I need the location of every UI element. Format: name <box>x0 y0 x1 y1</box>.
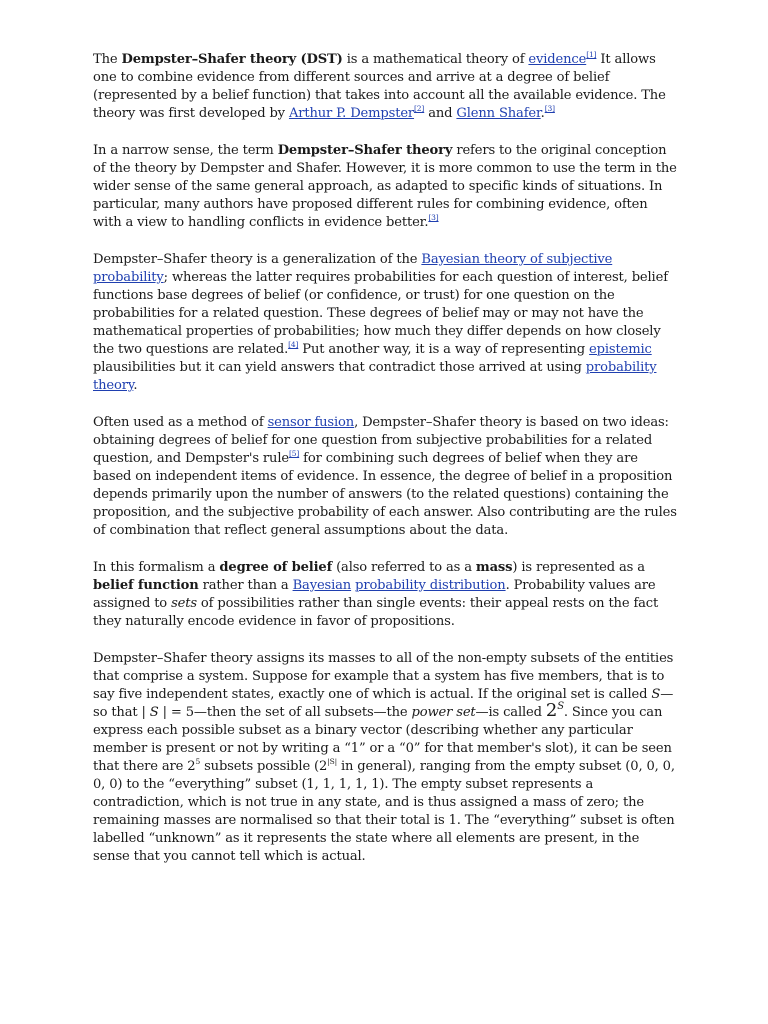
link-arthur-dempster[interactable]: Arthur P. Dempster <box>288 106 415 121</box>
term-power-set: power set <box>411 705 476 720</box>
term-sets: sets <box>171 596 197 611</box>
paragraph-masses: Dempster–Shafer theory assigns its masses to all of the non-empty subsets of the entities that comprise a system. Suppose for example that a system has five members, that is to say five independent states, exactly one of which is actual. If the original set is called S—so that | S | = 5—then the set of all subsets—the power set—is called $2^S$. Since you can express each possible subset as a binary vector (describing whether any particular member is present or not by writing a “1” or a “0” for that member's slot), it can be seen that there are $2^5$ subsets possible ($2^{|S|}$ in general), ranging from the empty subset (0, 0, 0, 0, 0) to the “everything” subset (1, 1, 1, 1, 1). The empty subset represents a contradiction, which is not true in any state, and is thus assigned a mass of zero; the remaining masses are normalised so that their total is 1. The “everything” subset is often labelled “unknown” as it represents the state where all elements are present, in the sense that you cannot tell which is actual. <box>93 651 675 864</box>
link-glenn-shafer[interactable]: Glenn Shafer <box>456 106 541 121</box>
paragraph-sensor-fusion: Often used as a method of sensor fusion, Dempster–Shafer theory is based on two ideas: obtaining degrees of belief for one question from subjective probabilities for a related question, and Dempster's rule[5] for combining such degrees of belief when they are based on independent items of evidence. In essence, the degree of belief in a proposition depends primarily upon the number of answers (to the related questions) containing the proposition, and the subjective probability of each answer. Also contributing are the rules of combination that reflect general assumptions about the data. <box>93 415 677 538</box>
link-sensor-fusion[interactable]: sensor fusion <box>267 415 355 430</box>
symbol-s-cardinality: S <box>145 705 163 720</box>
citation-1[interactable]: [1] <box>586 50 597 59</box>
term-belief-function: belief function <box>93 578 199 593</box>
paragraph-generalization: Dempster–Shafer theory is a generalization of the Bayesian theory of subjective probability; whereas the latter requires probabilities for each question of interest, belief functions base degrees of belief (or confidence, or trust) for one question on the probabilities for a related question. These degrees of belief may or may not have the mathematical properties of probabilities; how much they differ depends on how closely the two questions are related.[4] Put another way, it is a way of representing epistemic plausibilities but it can yield answers that contradict those arrived at using probability theory. <box>93 252 668 393</box>
citation-5[interactable]: [5] <box>288 449 300 458</box>
citation-3b[interactable]: [3] <box>428 213 439 222</box>
link-bayesian-theory[interactable]: Bayesian theory of subjective probability <box>93 252 613 285</box>
link-epistemic[interactable]: epistemic <box>589 342 652 357</box>
exponent-5: 5 <box>195 757 201 766</box>
symbol-s: S <box>651 687 661 702</box>
term-mass: mass <box>475 560 513 575</box>
citation-2[interactable]: [2] <box>414 104 425 113</box>
link-probability-theory[interactable]: probability theory <box>93 360 657 393</box>
paragraph-narrow-sense: In a narrow sense, the term Dempster–Shafer theory refers to the original conception of the theory by Dempster and Shafer. However, it is more common to use the term in the wider sense of the same general approach, as adapted to specific kinds of situations. In particular, many authors have proposed different rules for combining evidence, often with a view to handling conflicts in evidence better.[3] <box>93 143 677 230</box>
link-evidence[interactable]: evidence <box>528 52 587 67</box>
exponent-abs-s: |S| <box>327 757 337 766</box>
citation-3[interactable]: [3] <box>544 104 555 113</box>
citation-4[interactable]: [4] <box>288 340 299 349</box>
formula-2-power-s: $2^S$ <box>545 700 564 721</box>
paragraph-intro: The Dempster–Shafer theory (DST) is a mathematical theory of evidence[1] It allows one to combine evidence from different sources and arrive at a degree of belief (represented by a belief function) that takes into account all the available evidence. The theory was first developed by Arthur P. Dempster[2] and Glenn Shafer.[3] <box>93 50 666 121</box>
term-degree-of-belief: degree of belief <box>219 560 333 575</box>
term-dst: Dempster–Shafer theory (DST) <box>121 52 343 67</box>
paragraph-formalism: In this formalism a degree of belief (also referred to as a mass) is represented as a belief function rather than a Bayesian probability distribution. Probability values are assigned to sets of possibilities rather than single events: their appeal rests on the fact they naturally encode evidence in favor of propositions. <box>93 560 659 629</box>
term-dst-narrow: Dempster–Shafer theory <box>277 143 453 158</box>
link-bayesian[interactable]: Bayesian <box>292 578 352 593</box>
link-probability-distribution[interactable]: probability distribution <box>355 578 506 593</box>
